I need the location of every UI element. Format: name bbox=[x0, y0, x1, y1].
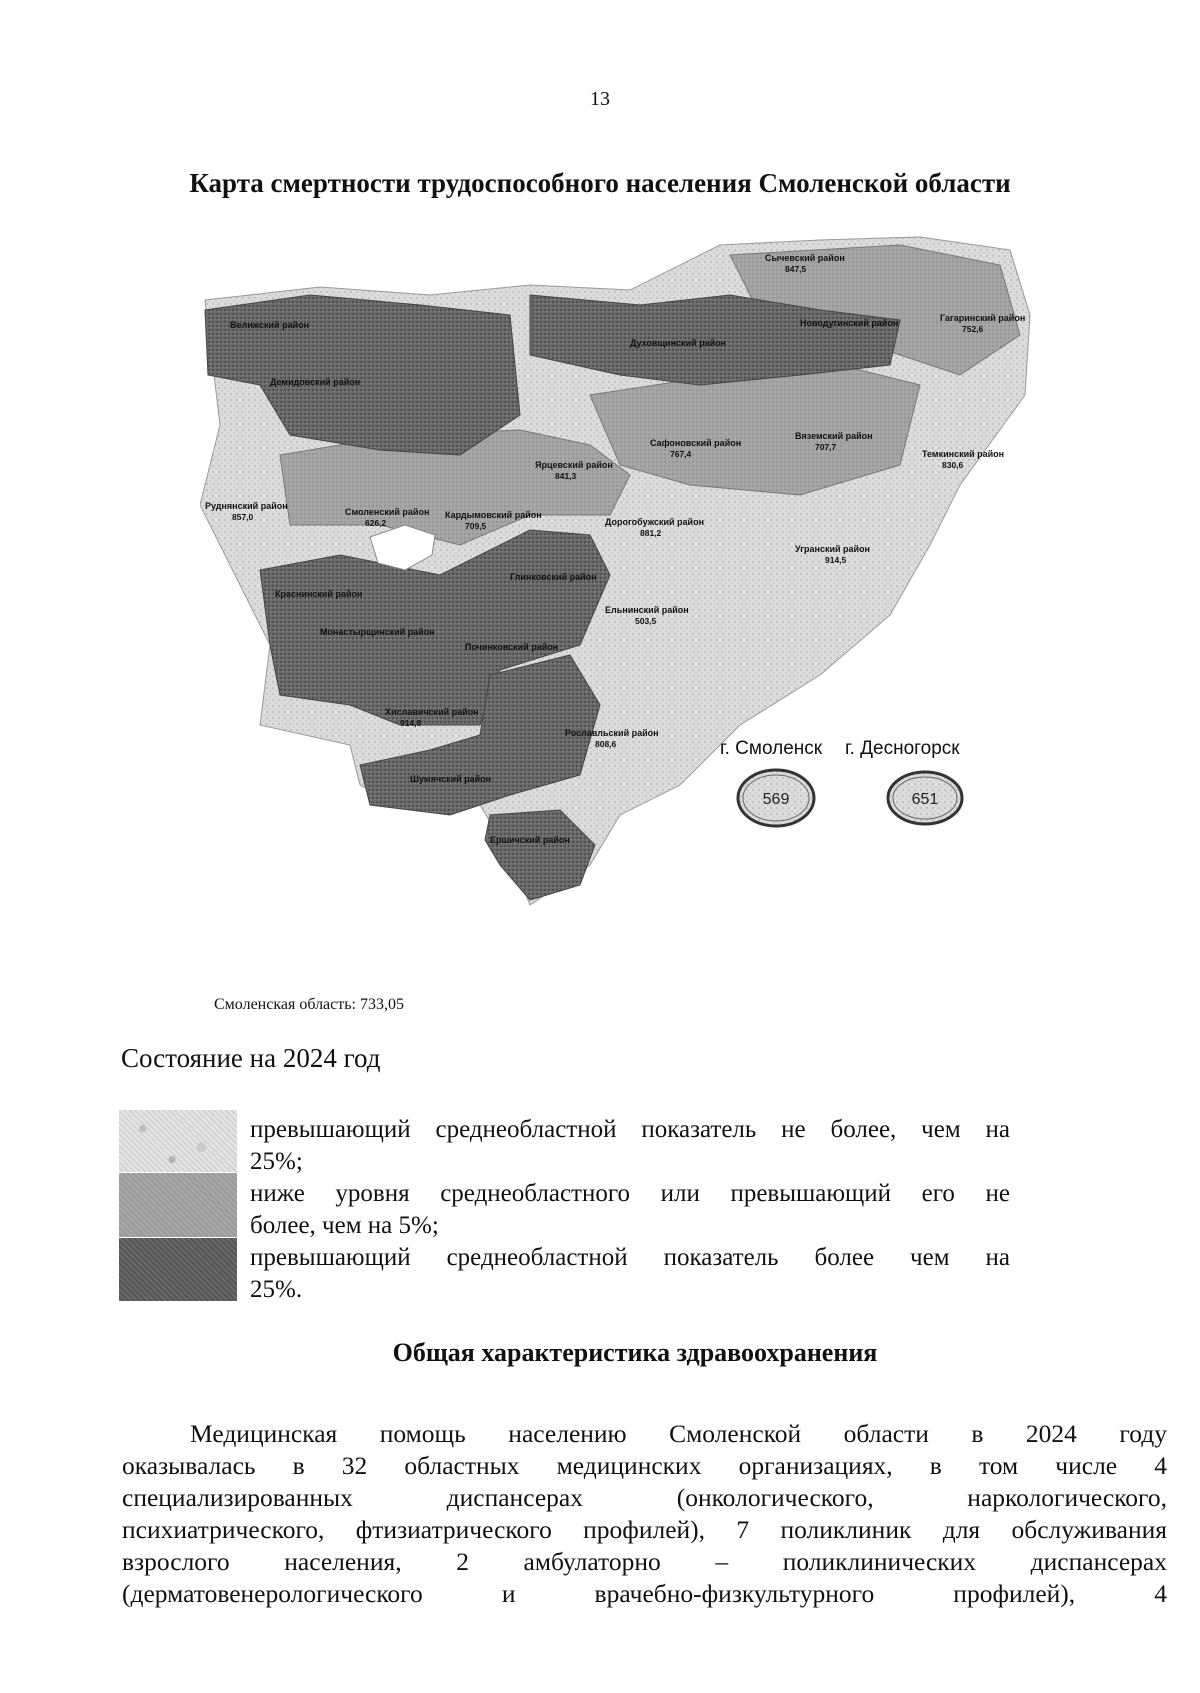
district-label: Сафоновский район bbox=[650, 438, 742, 448]
district-value: 914,5 bbox=[825, 555, 847, 565]
district-label: Починковский район bbox=[465, 642, 559, 652]
district-label: Темкинский район bbox=[922, 449, 1005, 459]
district-value: 707,7 bbox=[815, 442, 837, 452]
region-total: Смоленская область: 733,05 bbox=[214, 996, 404, 1013]
district-value: 881,2 bbox=[640, 528, 662, 538]
legend-item-mid bbox=[250, 1178, 1010, 1242]
city-title: г. Смоленск bbox=[720, 738, 823, 759]
legend-swatch-light bbox=[119, 1110, 237, 1172]
legend-swatch-dark bbox=[119, 1238, 237, 1301]
state-year-heading: Состояние на 2024 год bbox=[121, 1043, 381, 1073]
legend-swatch-mid bbox=[119, 1173, 237, 1237]
paragraph-line: специализированных диспансерах (онкологического, наркологического, bbox=[122, 1483, 1167, 1512]
section-title: Общая характеристика здравоохранения bbox=[392, 1338, 878, 1367]
district-label: Смоленский район bbox=[345, 507, 430, 517]
mortality-map bbox=[200, 225, 1120, 985]
district-label: Гагаринский район bbox=[940, 313, 1026, 323]
district-label: Демидовский район bbox=[270, 377, 361, 387]
district-label: Кардымовский район bbox=[445, 510, 542, 520]
district-value: 914,8 bbox=[400, 718, 422, 728]
district-label: Глинковский район bbox=[510, 572, 597, 582]
district-value: 767,4 bbox=[670, 449, 692, 459]
district-label: Дорогобужский район bbox=[605, 517, 705, 527]
district-value: 752,6 bbox=[962, 324, 984, 334]
district-value: 626,2 bbox=[365, 518, 387, 528]
district-label: Руднянский район bbox=[205, 501, 288, 511]
district-label: Ельнинский район bbox=[605, 605, 689, 615]
district-label: Ярцевский район bbox=[535, 460, 613, 470]
legend-line: 25%. bbox=[250, 1276, 303, 1303]
district-label: Шумячский район bbox=[410, 774, 492, 784]
district-value: 830,6 bbox=[942, 460, 964, 470]
district-value: 503,5 bbox=[635, 616, 657, 626]
district-value: 857,0 bbox=[232, 512, 254, 522]
city-title: г. Десногорск bbox=[845, 738, 960, 759]
district-label: Сычевский район bbox=[765, 253, 845, 263]
paragraph-line: психиатрического, фтизиатрического профилей), 7 поликлиник для обслуживания bbox=[122, 1515, 1167, 1544]
district-value: 709,5 bbox=[465, 521, 487, 531]
paragraph-line: оказывалась в 32 областных медицинских организациях, в том числе 4 bbox=[122, 1451, 1167, 1480]
district-label: Краснинский район bbox=[275, 589, 363, 599]
district-value: 808,6 bbox=[595, 739, 617, 749]
legend-item-dark bbox=[250, 1242, 1010, 1306]
district-label: Рославльский район bbox=[565, 728, 659, 738]
map-title: Карта смертности трудоспособного населения Смоленской области bbox=[189, 168, 1011, 198]
paragraph-line: (дерматовенерологического и врачебно-физкультурного профилей), 4 bbox=[122, 1579, 1167, 1608]
district-label: Духовщинский район bbox=[630, 338, 727, 348]
legend-line: превышающий среднеобластной показатель более чем на bbox=[250, 1244, 1010, 1271]
district-label: Вяземский район bbox=[795, 431, 873, 441]
district-label: Новодугинский район bbox=[800, 318, 899, 328]
district-value: 841,3 bbox=[555, 471, 577, 481]
district-label: Ершичский район bbox=[490, 835, 570, 845]
legend-line: превышающий среднеобластной показатель не более, чем на bbox=[250, 1116, 1010, 1143]
page-number: 13 bbox=[590, 88, 610, 110]
district-value: 847,5 bbox=[785, 264, 807, 274]
legend-item-light bbox=[250, 1114, 1010, 1178]
city-desnogorsk bbox=[845, 738, 962, 824]
paragraph-line: Медицинская помощь населению Смоленской области в 2024 году bbox=[190, 1419, 1167, 1448]
district-label: Велижский район bbox=[230, 320, 310, 330]
legend-line: 25%; bbox=[250, 1148, 303, 1175]
legend-line: более, чем на 5%; bbox=[250, 1212, 439, 1239]
city-smolensk bbox=[720, 738, 823, 826]
district-label: Угранский район bbox=[795, 544, 870, 554]
paragraph-line: взрослого населения, 2 амбулаторно – поликлинических диспансерах bbox=[122, 1547, 1167, 1576]
district-label: Монастырщинский район bbox=[320, 627, 435, 637]
district-label: Хиславичский район bbox=[385, 707, 479, 717]
city-value: 651 bbox=[911, 791, 939, 808]
legend-line: ниже уровня среднеобластного или превышающий его не bbox=[250, 1180, 1010, 1207]
city-value: 569 bbox=[762, 791, 790, 808]
